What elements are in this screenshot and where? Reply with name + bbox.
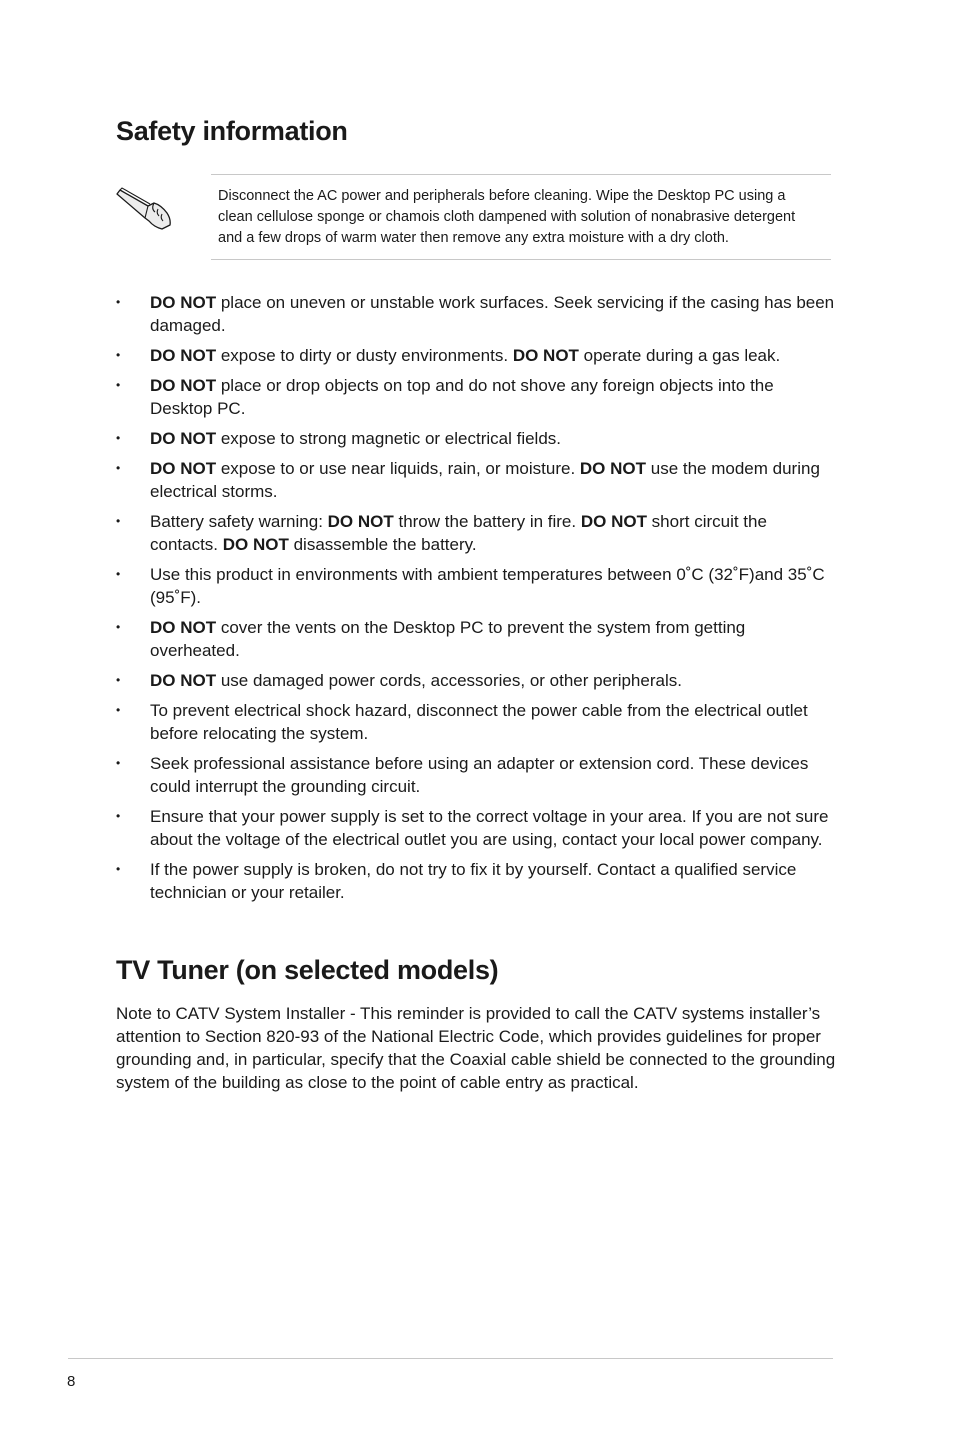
emphasis-text: DO NOT (327, 512, 394, 531)
footer-divider (68, 1358, 833, 1359)
page-number: 8 (67, 1373, 76, 1390)
plain-text: use the modem during electrical storms. (150, 459, 820, 501)
plain-text: expose to strong magnetic or electrical fields. (216, 429, 561, 448)
bullet-marker: • (116, 673, 121, 687)
emphasis-text: DO NOT (579, 459, 647, 478)
bullet-text (150, 565, 825, 607)
bullet-text (150, 376, 774, 418)
bullet-text (150, 293, 834, 335)
plain-text: expose to dirty or dusty environments. (216, 346, 513, 365)
plain-text: place on uneven or unstable work surfaces. Seek servicing if the casing has been damaged. (150, 293, 835, 335)
plain-text: expose to or use near liquids, rain, or moisture. (216, 459, 580, 478)
list-item (116, 510, 836, 556)
plain-text: Ensure that your power supply is set to the correct voltage in your area. If you are not sure about the voltage of the electrical outlet you are using, contact your local power company. (150, 807, 829, 849)
plain-text: cover the vents on the Desktop PC to prevent the system from getting overheated. (150, 618, 746, 660)
plain-text: If the power supply is broken, do not try to fix it by yourself. Contact a qualified service technician or your retailer. (150, 860, 797, 902)
bullet-text (150, 701, 808, 743)
safety-bullet-list (116, 291, 836, 911)
plain-text: Battery safety warning: (150, 512, 328, 531)
plain-text: throw the battery in fire. (393, 512, 581, 531)
plain-text: Seek professional assistance before using an adapter or extension cord. These devices could interrupt the grounding circuit. (150, 754, 809, 796)
list-item (116, 858, 836, 904)
emphasis-text: DO NOT (150, 346, 217, 365)
bullet-marker: • (116, 514, 121, 528)
bullet-text (150, 807, 828, 849)
list-item (116, 374, 836, 420)
bullet-text (150, 459, 820, 501)
plain-text: place or drop objects on top and do not shove any foreign objects into the Desktop PC. (150, 376, 774, 418)
list-item (116, 291, 836, 337)
list-item (116, 805, 836, 851)
emphasis-text: DO NOT (150, 429, 217, 448)
cleaning-note (211, 174, 831, 260)
page-title: Safety information (116, 116, 348, 146)
list-item (116, 616, 836, 662)
list-item (116, 752, 836, 798)
plain-text: short circuit the contacts. (150, 512, 767, 554)
plain-text: operate during a gas leak. (578, 346, 781, 365)
bullet-text (150, 860, 796, 902)
bullet-marker: • (116, 620, 121, 634)
bullet-text (150, 429, 561, 448)
plain-text: use damaged power cords, accessories, or other peripherals. (216, 671, 682, 690)
bullet-marker: • (116, 348, 121, 362)
emphasis-text: DO NOT (222, 535, 289, 554)
emphasis-text: DO NOT (150, 618, 217, 637)
bullet-marker: • (116, 567, 121, 581)
list-item (116, 427, 836, 450)
bullet-marker: • (116, 809, 121, 823)
tv-tuner-title: TV Tuner (on selected models) (116, 955, 499, 985)
list-item (116, 669, 836, 692)
bullet-text (150, 512, 767, 554)
plain-text: Use this product in environments with ambient temperatures between 0˚C (32˚F)and 35˚C (95˚F). (150, 565, 825, 607)
bullet-marker: • (116, 862, 121, 876)
plain-text: disassemble the battery. (288, 535, 477, 554)
list-item (116, 699, 836, 745)
list-item (116, 563, 836, 609)
bullet-marker: • (116, 756, 121, 770)
cleaning-note-text: Disconnect the AC power and peripherals before cleaning. Wipe the Desktop PC using a clean cellulose sponge or chamois cloth dampened with solution of nonabrasive detergent and a few drops of warm water then remove any extra moisture with a dry cloth. (218, 188, 796, 246)
emphasis-text: DO NOT (580, 512, 647, 531)
bullet-text (150, 346, 780, 365)
bullet-marker: • (116, 431, 121, 445)
list-item (116, 344, 836, 367)
pointing-hand-icon (114, 184, 174, 232)
bullet-marker: • (116, 295, 121, 309)
plain-text: To prevent electrical shock hazard, disconnect the power cable from the electrical outlet before relocating the system. (150, 701, 808, 743)
emphasis-text: DO NOT (150, 293, 217, 312)
bullet-text (150, 671, 682, 690)
bullet-marker: • (116, 703, 121, 717)
list-item (116, 457, 836, 503)
emphasis-text: DO NOT (150, 376, 217, 395)
bullet-marker: • (116, 461, 121, 475)
bullet-marker: • (116, 378, 121, 392)
bullet-text (150, 618, 745, 660)
emphasis-text: DO NOT (150, 671, 217, 690)
emphasis-text: DO NOT (512, 346, 579, 365)
emphasis-text: DO NOT (150, 459, 217, 478)
bullet-text (150, 754, 808, 796)
tv-tuner-note: Note to CATV System Installer - This reminder is provided to call the CATV systems installer’s attention to Section 820-93 of the National Electric Code, which provides guidelines for proper grounding and, in particular, specify that the Coaxial cable shield be connected to the grounding system of the building as close to the point of cable entry as practical. (116, 1004, 836, 1092)
